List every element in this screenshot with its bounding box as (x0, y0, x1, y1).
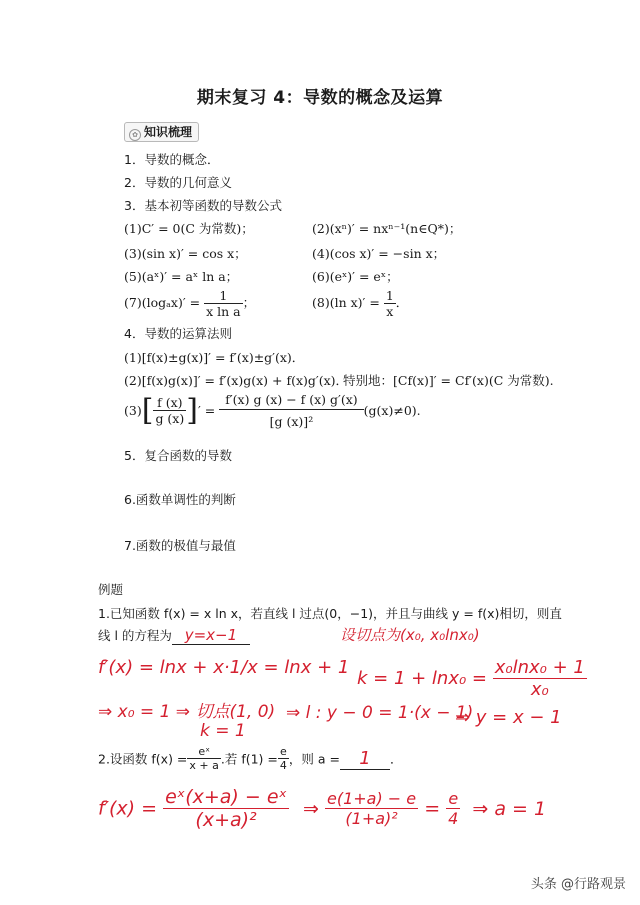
fraction-numerator: eˣ(x+a) − eˣ (165, 786, 287, 808)
fraction-denominator: [g (x)]² (269, 414, 314, 429)
fraction-denominator: x + a (189, 759, 219, 772)
slope-expression: k = 1 + lnx₀ = (357, 668, 488, 689)
page-title: 期末复习 4：导数的概念及运算 (196, 88, 444, 108)
left-bracket: [ (141, 393, 154, 428)
section-1: 1．导数的概念． (124, 152, 220, 167)
rule-1: (1)[f(x)±g(x)]′ = f′(x)±g′(x)． (124, 350, 305, 365)
fraction-numerator: x₀lnx₀ + 1 (494, 657, 585, 678)
answer-blank-1: y=x−1 (172, 626, 250, 645)
formula-2: (2)(xⁿ)′ = nxⁿ⁻¹(n∈Q*)； (312, 221, 462, 236)
section-badge (124, 122, 199, 142)
fprime-label: f′(x) = (98, 797, 158, 820)
question-2-condition: .若 f(1) = (220, 751, 278, 767)
fraction-denominator: x (386, 304, 394, 319)
flower-icon: ✿ (129, 129, 141, 141)
formula-8-lhs: (8)(ln x)′ = (312, 295, 380, 310)
formula-7-lhs: (7)(logₐx)′ = (124, 295, 201, 310)
rule-3-right-fraction (219, 392, 363, 429)
answer-blank-2: 1 (340, 748, 390, 770)
formula-8-end: ． (395, 295, 409, 310)
formula-7 (124, 288, 255, 319)
handwritten-derivative: f′(x) = lnx + x·1/x = lnx + 1 (98, 657, 350, 678)
handwritten-slope (357, 657, 587, 700)
formula-6: (6)(eˣ)′ = eˣ； (312, 269, 399, 284)
question-1-line-2 (98, 626, 250, 645)
implies-arrow: ⇒ (303, 797, 319, 820)
handwritten-x0: ⇒ x₀ = 1 ⇒ 切点(1, 0) (98, 702, 276, 722)
section-2: 2．导数的几何意义 (124, 175, 232, 190)
fraction-denominator: 4 (448, 809, 459, 828)
handwritten-note-tangent-point: 设切点为(x₀, x₀lnx₀) (340, 626, 480, 644)
fraction-numerator: e (278, 745, 289, 759)
watermark: 头条 @行路观景 (530, 877, 626, 892)
fraction-denominator: (1+a)² (345, 809, 398, 828)
question-2-function-fraction (187, 745, 220, 772)
fraction-numerator: f′(x) g (x) − f (x) g′(x) (219, 392, 363, 410)
handwritten-q2-derivative (98, 786, 546, 831)
fraction-numerator: f (x) (153, 395, 186, 411)
section-7: 7.函数的极值与最值 (124, 538, 236, 553)
fraction-numerator: 1 (385, 288, 394, 303)
formula-5: (5)(aˣ)′ = aˣ ln a； (124, 269, 239, 284)
right-bracket: ] (186, 393, 198, 428)
badge-label: 知识梳理 (144, 125, 193, 139)
fraction-denominator: 4 (279, 759, 287, 772)
rule-3 (124, 392, 421, 429)
section-4: 4．导数的运算法则 (124, 326, 232, 341)
fraction-denominator: x ln a (206, 304, 241, 319)
fraction-numerator: 1 (204, 288, 243, 304)
handwritten-q2-fraction-2 (325, 789, 418, 828)
fraction-numerator: e(1+a) − e (327, 789, 417, 808)
question-1-prompt: 线 l 的方程为 (98, 628, 172, 643)
fraction-numerator: e (446, 789, 460, 809)
rule-3-condition: (g(x)≠0). (363, 403, 421, 418)
question-2-prompt: 2.设函数 f(x) = (98, 751, 188, 767)
equals-sign: = (424, 797, 441, 820)
section-6: 6.函数单调性的判断 (124, 492, 236, 507)
formula-1: (1)C′ = 0(C 为常数)； (124, 221, 254, 236)
rule-3-left-fraction (153, 395, 186, 426)
question-2-value-fraction (278, 745, 289, 772)
section-5: 5．复合函数的导数 (124, 448, 232, 463)
question-2-ask: ，则 a = (288, 751, 340, 767)
example-label: 例题 (98, 582, 124, 597)
handwritten-final-2: ⇒ a = 1 (472, 797, 547, 820)
formula-4: (4)(cos x)′ = −sin x； (312, 246, 446, 261)
formula-7-end: ； (242, 295, 256, 310)
fraction-denominator: (x+a)² (195, 809, 257, 831)
handwritten-line-l: ⇒ l : y − 0 = 1·(x − 1) (286, 703, 474, 723)
fraction-denominator: x₀ (530, 679, 549, 700)
handwritten-slope-fraction (493, 657, 587, 700)
handwritten-q2-fraction-3 (446, 789, 460, 828)
handwritten-k1: k = 1 (200, 721, 246, 741)
section-3: 3．基本初等函数的导数公式 (124, 198, 282, 213)
handwritten-final-1: ⇒ y = x − 1 (455, 707, 562, 728)
rule-2: (2)[f(x)g(x)]′ = f′(x)g(x) + f(x)g′(x)． (124, 373, 349, 388)
rule-2-special: 特别地：[Cf(x)]′ = Cf′(x)(C 为常数). (343, 373, 554, 388)
rule-3-label: (3) (124, 403, 142, 418)
question-2 (98, 745, 403, 772)
prime-equals: ′ = (197, 403, 220, 418)
formula-8-fraction (384, 288, 396, 319)
formula-7-fraction (204, 288, 243, 319)
question-1-line-1: 1.已知函数 f(x) = x ln x，若直线 l 过点(0，−1)，并且与曲线 y = f(x)相切，则直 (98, 606, 562, 621)
fraction-numerator: eˣ (187, 745, 220, 759)
fraction-denominator: g (x) (155, 411, 185, 426)
formula-8 (312, 288, 408, 319)
question-2-end: ． (389, 751, 403, 767)
handwritten-q2-fraction (163, 786, 289, 831)
formula-3: (3)(sin x)′ = cos x； (124, 246, 247, 261)
